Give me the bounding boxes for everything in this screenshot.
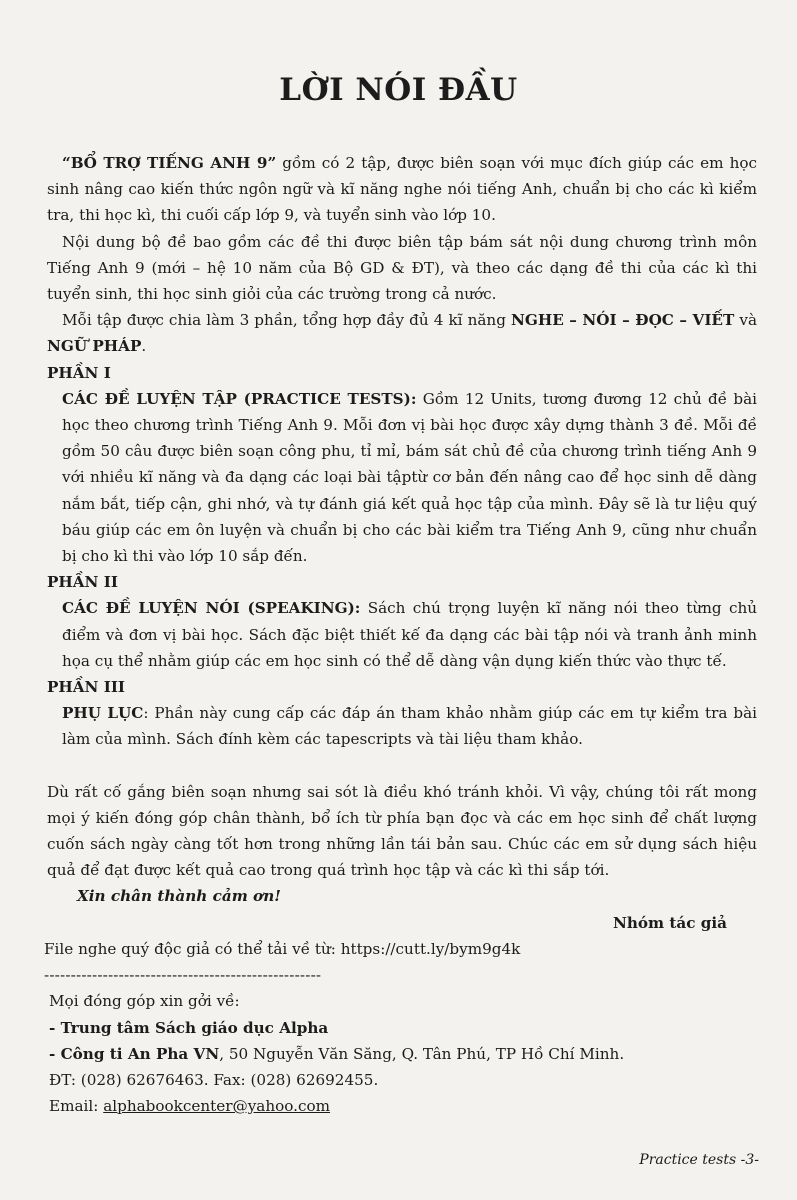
part-section-1 [47,360,757,570]
closing-paragraph: Dù rất cố gắng biên soạn nhưng sai sót là điều khó tránh khỏi. Vì vậy, chúng tôi rất mong mọi ý kiến đóng góp chân thành, bổ ích từ phía bạn đọc và các em học sinh để chất lượng cuốn sách ngày càng tốt hơn trong những lần tái bản sau. Chúc các em sử dụng sách hiệu quả để đạt được kết quả cao trong quá trình học tập và các kì thi sắp tới. [47,782,757,880]
audio-file-line: File nghe quý độc giả có thể tải về từ: https://cutt.ly/bym9g4k [44,939,521,958]
part-body: CÁC ĐỀ LUYỆN TẬP (PRACTICE TESTS): Gồm 12 Units, tương đương 12 chủ đề bài học theo chương trình Tiếng Anh 9. Mỗi đơn vị bài học được xây dựng thành 3 đề. Mỗi đề gồm 50 câu được biên soạn công phu, tỉ mỉ, bám sát chủ đề của chương trình tiếng Anh 9 với nhiều kĩ năng và đa dạng các loại bài tậptừ cơ bản đến nâng cao để học sinh dễ dàng nắm bắt, tiếp cận, ghi nhớ, và tự đánh giá kết quả học tập của mình. Đây sẽ là tư liệu quý báu giúp các em ôn luyện và chuẩn bị cho các bài kiểm tra Tiếng Anh 9, cũng như chuẩn bị cho kì thi vào lớp 10 sắp đến. [62,389,757,566]
document-body [44,150,758,1119]
page-footer: Practice tests -3- [639,1152,759,1168]
contact-phone: ĐT: (028) 62676463. Fax: (028) 62692455. [49,1070,379,1089]
part-heading: PHẦN III [47,678,126,697]
part-heading: PHẦN I [47,363,111,382]
contact-org-1: - Trung tâm Sách giáo dục Alpha [49,1018,329,1037]
contact-org-2: - Công ti An Pha VN, 50 Nguyễn Văn Săng, Q. Tân Phú, TP Hồ Chí Minh. [49,1044,625,1063]
book-title: “BỔ TRỢ TIẾNG ANH 9” [62,154,277,172]
part-body: PHỤ LỤC: Phần này cung cấp các đáp án tham khảo nhằm giúp các em tự kiểm tra bài làm của mình. Sách đính kèm các tapescripts và tài liệu tham khảo. [62,704,757,749]
spacer [47,753,757,779]
intro-paragraph-3: Mỗi tập được chia làm 3 phần, tổng hợp đầy đủ 4 kĩ năng NGHE – NÓI – ĐỌC – VIẾT và NGỮ PHÁP. [47,311,757,356]
part-body: CÁC ĐỀ LUYỆN NÓI (SPEAKING): Sách chú trọng luyện kĩ năng nói theo từng chủ điểm và đơn vị bài học. Sách đặc biệt thiết kế đa dạng các bài tập nói và tranh ảnh minh họa cụ thể nhằm giúp các em học sinh có thể dễ dàng vận dụng kiến thức vào thực tế. [62,599,758,670]
part-heading: PHẦN II [47,573,118,592]
divider: ---------------------------------------------------- [44,966,322,985]
contact-block [49,988,757,1119]
part-section-2 [47,569,757,674]
page-title: LỜI NÓI ĐẦU [279,72,518,108]
intro-paragraph-2: Nội dung bộ đề bao gồm các đề thi được biên tập bám sát nội dung chương trình môn Tiếng Anh 9 (mới – hệ 10 năm của Bộ GD & ĐT), và theo các dạng đề thi của các kì thi tuyển sinh, thi học sinh giỏi của các trường trong cả nước. [47,232,757,304]
thanks-line: Xin chân thành cảm ơn! [77,887,281,906]
contact-email: Email: alphabookcenter@yahoo.com [49,1097,331,1116]
authors-signature: Nhóm tác giả [612,913,727,932]
intro-paragraph-1: “BỔ TRỢ TIẾNG ANH 9” gồm có 2 tập, được biên soạn với mục đích giúp các em học sinh nâng cao kiến thức ngôn ngữ và kĩ năng nghe nói tiếng Anh, chuẩn bị cho các kì kiểm tra, thi học kì, thi cuối cấp lớp 9, và tuyển sinh vào lớp 10. [47,154,758,225]
email-link[interactable]: alphabookcenter@yahoo.com [103,1097,331,1116]
contact-intro: Mọi đóng góp xin gởi về: [49,992,240,1011]
part-section-3 [47,674,757,753]
